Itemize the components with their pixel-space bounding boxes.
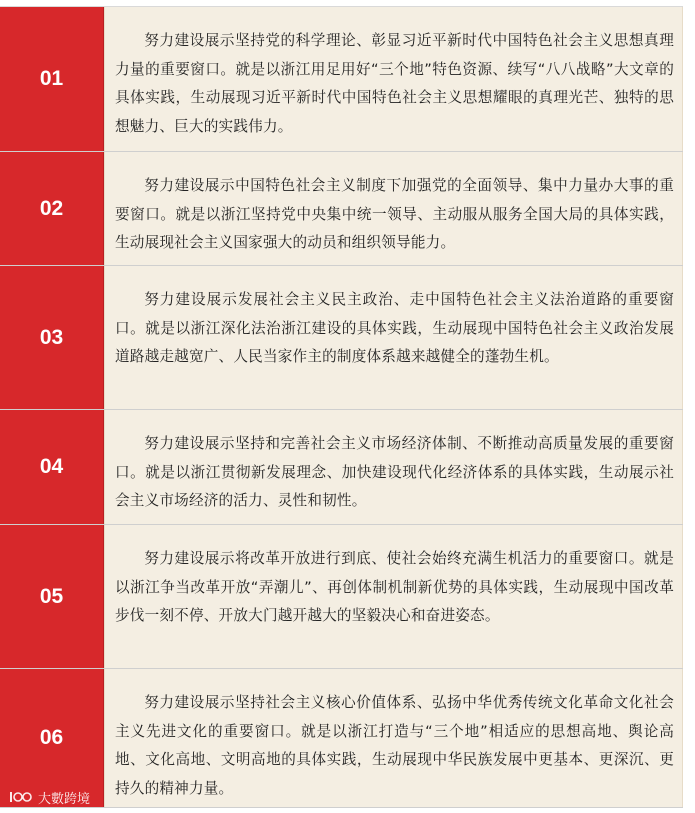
table-row bbox=[0, 266, 683, 410]
row-text: 努力建设展示坚持社会主义核心价值体系、弘扬中华优秀传统文化革命文化社会主义先进文化的重要窗口。就是以浙江打造与“三个地”相适应的思想高地、舆论高地、文化高地、文明高地的具体实践，生动展现中华民族发展中更基本、更深沉、更持久的精神力量。 bbox=[115, 694, 674, 797]
table-row bbox=[0, 152, 683, 266]
row-text: 努力建设展示将改革开放进行到底、使社会始终充满生机活力的重要窗口。就是以浙江争当改革开放“弄潮儿”、再创体制机制新优势的具体实践，生动展现中国改革步伐一刻不停、开放大门越开越大的坚毅决心和奋进姿态。 bbox=[115, 550, 674, 624]
watermark-text: 大數跨境 bbox=[38, 791, 91, 807]
row-number: 05 bbox=[0, 525, 104, 668]
row-text-cell bbox=[104, 669, 683, 807]
row-text-cell bbox=[104, 266, 683, 409]
table-row bbox=[0, 410, 683, 525]
row-text-cell bbox=[104, 152, 683, 265]
row-number: 02 bbox=[0, 152, 104, 265]
row-text: 努力建设展示坚持和完善社会主义市场经济体制、不断推动高质量发展的重要窗口。就是以浙江贯彻新发展理念、加快建设现代化经济体系的具体实践，生动展示社会主义市场经济的活力、灵性和韧性。 bbox=[115, 435, 674, 509]
row-number: 06 bbox=[0, 669, 104, 807]
row-text: 努力建设展示坚持党的科学理论、彰显习近平新时代中国特色社会主义思想真理力量的重要窗口。就是以浙江用足用好“三个地”特色资源、续写“八八战略”大文章的具体实践，生动展现习近平新时代中国特色社会主义思想耀眼的真理光芒、独特的思想魅力、巨大的实践伟力。 bbox=[115, 32, 674, 135]
watermark-logo-icon bbox=[8, 789, 34, 805]
row-text: 努力建设展示中国特色社会主义制度下加强党的全面领导、集中力量办大事的重要窗口。就是以浙江坚持党中央集中统一领导、主动服从服务全国大局的具体实践，生动展现社会主义国家强大的动员和组织领导能力。 bbox=[115, 177, 674, 251]
row-text-cell bbox=[104, 410, 683, 524]
watermark bbox=[8, 787, 90, 807]
row-text: 努力建设展示发展社会主义民主政治、走中国特色社会主义法治道路的重要窗口。就是以浙江深化法治浙江建设的具体实践，生动展现中国特色社会主义政治发展道路越走越宽广、人民当家作主的制度体系越来越健全的蓬勃生机。 bbox=[115, 291, 674, 365]
row-number: 03 bbox=[0, 266, 104, 409]
table-row bbox=[0, 669, 683, 808]
row-number: 04 bbox=[0, 410, 104, 524]
row-text-cell bbox=[104, 7, 683, 151]
table-row bbox=[0, 7, 683, 152]
row-text-cell bbox=[104, 525, 683, 668]
row-number: 01 bbox=[0, 7, 104, 151]
windows-table bbox=[0, 6, 683, 808]
table-row bbox=[0, 525, 683, 669]
